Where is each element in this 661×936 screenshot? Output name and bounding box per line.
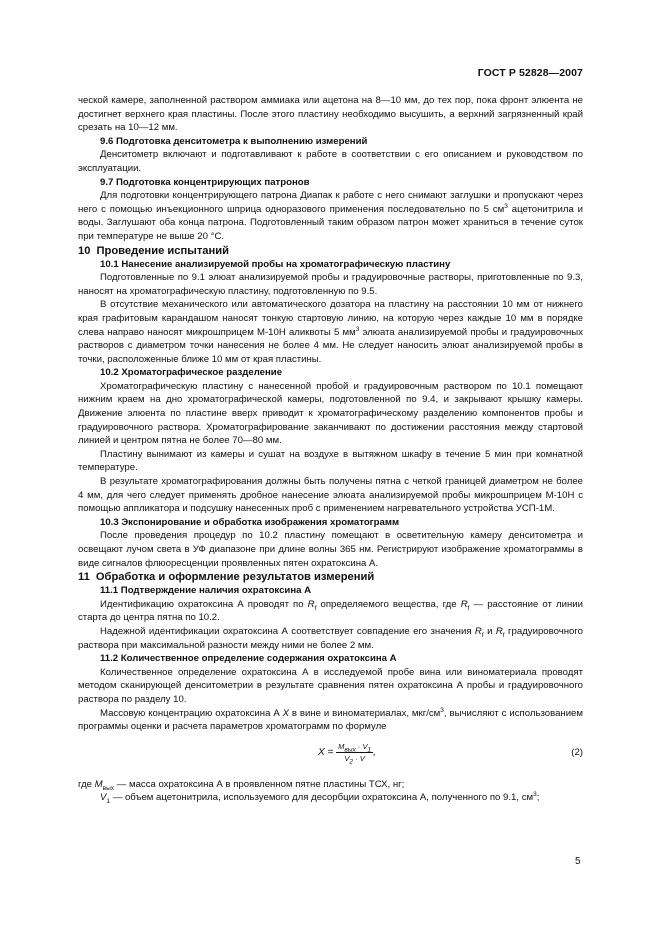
paragraph: В результате хроматографирования должны быть получены пятна с четкой границей диаметром не более 4 мм, для чего следует применять дробное нанесение элюата анализируемой пробы микрошприцем М-10Н с помощью аппликатора и подсушку нанесенных проб с применением нагревательного устройства УСП-1М.	[78, 476, 583, 515]
paragraph: Для подготовки концентрирующего патрона Диапак к работе с него снимают заглушки и пропускают через него с помощью инъекционного шприца одноразового применения последовательно по 5 $см^3$ ацетонитрила и воды. Заглушают оба конца патрона. Подготовленный таким образом патрон может храниться в течение суток при температуре не выше 20 °С.	[78, 190, 583, 242]
formula-legend-item: где $M_{вых}$ — масса охратоксина А в проявленном пятне пластины ТСХ, нг;	[78, 778, 405, 792]
paragraph: Количественное определение охратоксина А в исследуемой пробе вина или виноматериала проводят методом сканирующей денситометрии в результате сравнения пятен охратоксина А пробы и градуировочного раствора по разделу 10.	[78, 666, 583, 705]
section-10-3-heading: 10.3 Экспонирование и обработка изображения хроматограмм	[100, 516, 400, 528]
formula-expression: X = $\frac{M_{вых} \cdot V_1}{V_2 \cdot V}$ ,	[318, 741, 376, 766]
formula-fraction: $\frac{M_{вых} \cdot V_1}{V_2 \cdot V}$	[338, 741, 372, 766]
paragraph: После проведения процедур по 10.2 пластину помещают в осветительную камеру денситометра и освещают лучом света в УФ диапазоне при длине волны 365 нм. Регистрируют изображение хроматограммы в виде сигналов флюоресценции проявленных пятен охратоксина А.	[78, 530, 583, 569]
formula-2	[78, 740, 583, 778]
formula-legend-item: $V_1$ — объем ацетонитрила, используемого для десорбции охратоксина А, полученного по 9.1, $см^3$;	[100, 791, 540, 806]
section-9-6-heading: 9.6 Подготовка денситометра к выполнению измерений	[100, 135, 368, 147]
section-10-1-heading: 10.1 Нанесение анализируемой пробы на хроматографическую пластину	[100, 258, 451, 270]
section-11-heading: 11 Обработка и оформление результатов измерений	[78, 571, 375, 584]
section-10-2-heading: 10.2 Хроматографическое разделение	[100, 367, 283, 379]
paragraph: ческой камере, заполненной раствором аммиака или ацетона на 8—10 мм, до тех пор, пока фронт элюента не достигнет верхнего края пластины. После этого пластину необходимо высушить, а верхний загрязненный край срезать на 10—12 мм.	[78, 95, 583, 134]
paragraph: Хроматографическую пластину с нанесенной пробой и градуировочным раствором по 10.1 помещают нижним краем на дно хроматографической камеры, подготовленной по 9.4, и закрывают крышку камеры. Движение элюента по пластине вверх приводит к хроматографическому разделению компонентов пробы и градуировочного раствора. Хроматографирование заканчивают по достижении расстояния между стартовой линией и центром пятна не более 70—80 мм.	[78, 380, 583, 447]
document-body	[78, 94, 583, 805]
section-10-heading: 10 Проведение испытаний	[78, 244, 230, 257]
paragraph: Надежной идентификации охратоксина А соответствует совпадение его значения $R_f$ и $R_f$ градуировочного раствора при максимальной разности между ними не более 2 мм.	[78, 625, 583, 651]
paragraph: В отсутствие механического или автоматического дозатора на пластину на расстоянии 10 мм от нижнего края графитовым карандашом наносят тонкую стартовую линию, на которую через каждые 10 мм в порядке слева направо наносят микрошприцем М-10Н аликвоты 5 $мм^3$ элюата анализируемой пробы и градуировочных растворов с диаметром точки нанесения не более 4 мм. Не следует наносить элюат анализируемой пробы в точки, расположенные ближе 10 мм от края пластины.	[78, 299, 584, 365]
paragraph: Идентификацию охратоксина А проводят по $R_f$ определяемого вещества, где $R_f$ — расстояние от линии старта до центра пятна по 10.2.	[78, 598, 583, 624]
section-11-2-heading: 11.2 Количественное определение содержания охратоксина А	[100, 653, 397, 665]
section-11-1-heading: 11.1 Подтверждение наличия охратоксина А	[100, 585, 312, 597]
paragraph: Пластину вынимают из камеры и сушат на воздухе в вытяжном шкафу в течение 5 мин при комнатной температуре.	[78, 448, 583, 474]
equation-number: (2)	[571, 746, 583, 758]
section-9-7-heading: 9.7 Подготовка концентрирующих патронов	[100, 176, 310, 188]
paragraph: Подготовленные по 9.1 элюат анализируемой пробы и градуировочные растворы, приготовленные по 9.3, наносят на хроматографическую пластину, подготовленную по 9.5.	[78, 272, 583, 297]
paragraph: Массовую концентрацию охратоксина А X в вине и виноматериалах, мкг/$см^3$, вычисляют с использованием программы оценки и расчета параметров хроматограмм по формуле	[78, 706, 583, 733]
document-header: ГОСТ Р 52828—2007	[477, 67, 583, 79]
paragraph: Денситометр включают и подготавливают к работе в соответствии с его описанием и руководством по эксплуатации.	[78, 149, 583, 174]
page-number: 5	[575, 856, 581, 867]
